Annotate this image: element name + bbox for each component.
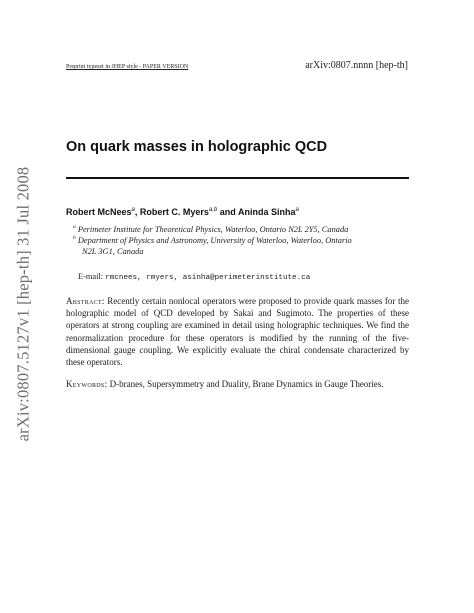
affiliation-text: Perimeter Institute for Theoretical Physics, Waterloo, Ontario N2L 2Y5, Canada — [77, 224, 349, 234]
affiliation-b — [73, 233, 403, 257]
author-name: Robert McNees — [66, 207, 132, 217]
abstract-label: Abstract: — [66, 296, 105, 306]
keywords-label: Keywords: — [66, 379, 108, 389]
keywords-text: D-branes, Supersymmetry and Duality, Brane Dynamics in Gauge Theories. — [109, 379, 384, 389]
keywords — [66, 378, 409, 390]
author-joiner: and — [219, 207, 236, 217]
title-rule — [66, 177, 409, 179]
author-affil-mark: a,b — [208, 207, 218, 213]
abstract — [66, 295, 409, 368]
author-affil-mark: a — [295, 207, 299, 213]
arxiv-side-stamp — [9, 151, 37, 456]
journal-style-note: Preprint typeset in JHEP style - PAPER VERSION — [66, 64, 189, 70]
author-affil-mark: a — [131, 207, 135, 213]
abstract-text: Recently certain nonlocal operators were proposed to provide quark masses for the holographic model of QCD developed by Sakai and Sugimoto. The properties of these operators at strong coupling are examined in detail using holographic techniques. We find the renormalization procedure for these operators is modified by the running of the five-dimensional gauge coupling. We explicitly evaluate the chiral condensate characterized by these operators. — [66, 296, 409, 368]
contact-email — [78, 272, 310, 282]
arxiv-identifier: arXiv:0807.nnnn [hep-th] — [305, 60, 408, 71]
affiliation-text-continued: N2L 3G1, Canada — [82, 246, 144, 256]
author-name: Aninda Sinha — [237, 207, 296, 217]
affiliation-text: Department of Physics and Astronomy, University of Waterloo, Waterloo, Ontario — [77, 235, 352, 245]
affiliation-mark: b — [73, 235, 76, 241]
paper-title: On quark masses in holographic QCD — [66, 139, 328, 155]
author-name: Robert C. Myers — [139, 207, 209, 217]
author-list: Robert McNees$^a$, Robert C. Myers$^{a,b}$ and Aninda Sinha$^a$ — [66, 207, 299, 217]
email-addresses[interactable]: rmcnees, rmyers, asinha@perimeterinstitute.ca — [105, 274, 311, 282]
affiliation-mark: a — [73, 224, 76, 230]
email-label: E-mail: — [78, 272, 104, 281]
arxiv-side-stamp-text: arXiv:0807.5127v1 [hep-th] 31 Jul 2008 — [13, 166, 32, 441]
